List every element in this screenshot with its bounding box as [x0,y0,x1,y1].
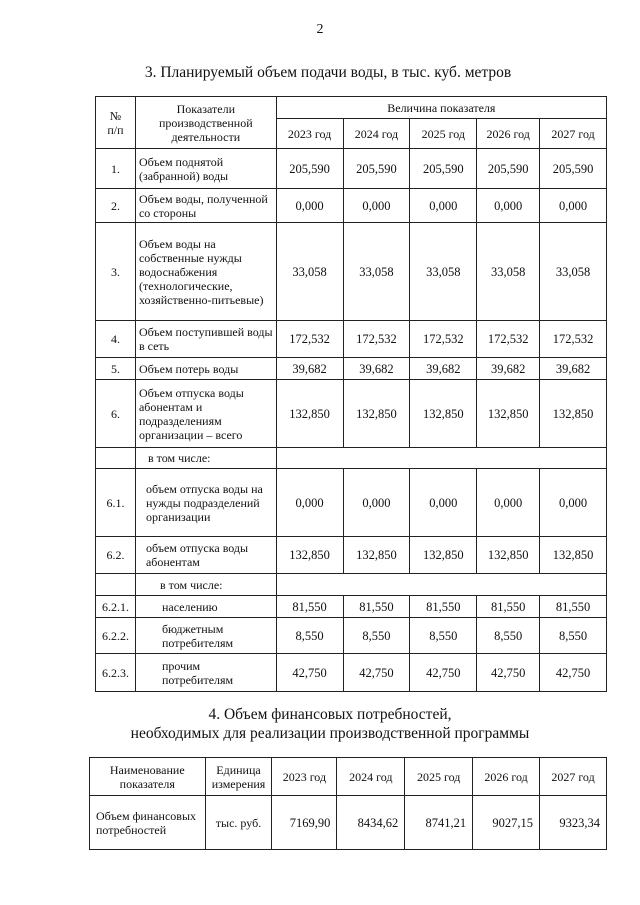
row-value: 205,590 [410,149,477,189]
water-supply-table [95,96,607,692]
row-value: 39,682 [477,358,540,380]
table-row [96,654,607,692]
row-num: 4. [96,321,136,358]
row-value: 0,000 [477,189,540,223]
row-value: 8,550 [477,618,540,654]
row-label: Объем воды, полученной со стороны [135,189,276,223]
section-4-title-line1: 4. Объем финансовых потребностей, [208,706,452,723]
row-num: 5. [96,358,136,380]
row-value: 42,750 [276,654,343,692]
row-value: 0,000 [540,469,607,537]
row-num: 6.2.1. [96,596,136,618]
row-value: 0,000 [540,189,607,223]
row-value: 132,850 [343,537,410,574]
row-value: 172,532 [477,321,540,358]
table-row [96,149,607,189]
header-year: 2025 год [410,119,477,149]
row-label: прочим потребителям [135,654,276,692]
row-value: 33,058 [540,223,607,321]
row-value: 132,850 [343,380,410,448]
table-header-row [96,97,607,119]
table-row [96,321,607,358]
row-value: 9323,34 [540,796,607,850]
row-value: 33,058 [343,223,410,321]
row-value: 132,850 [276,537,343,574]
section-4-title-line2: необходимых для реализации производственной программы [130,725,530,742]
row-value: 0,000 [410,469,477,537]
row-value: 42,750 [477,654,540,692]
row-value: 33,058 [410,223,477,321]
row-value: 8434,62 [337,796,405,850]
row-label: Объем потерь воды [135,358,276,380]
header-year: 2023 год [276,119,343,149]
row-value: 39,682 [276,358,343,380]
header-indicator: Показатели производственной деятельности [135,97,276,149]
row-num: 1. [96,149,136,189]
row-value: 172,532 [540,321,607,358]
row-value: 8,550 [540,618,607,654]
table-row [96,380,607,448]
row-value: 132,850 [540,380,607,448]
row-value: 42,750 [410,654,477,692]
section-3-title: 3. Планируемый объем подачи воды, в тыс. куб. метров [144,64,512,81]
row-label: в том числе: [135,574,276,596]
row-label: Объем поступившей воды в сеть [135,321,276,358]
row-value: 39,682 [540,358,607,380]
row-value: 132,850 [477,537,540,574]
row-value: 7169,90 [272,796,337,850]
financial-needs-table [89,757,607,850]
empty-cell [276,448,606,469]
empty-cell [276,574,606,596]
row-label: объем отпуска воды абонентам [135,537,276,574]
row-value: 132,850 [410,537,477,574]
row-num: 6.1. [96,469,136,537]
row-label: Объем финансовых потребностей [90,796,206,850]
row-value: 205,590 [477,149,540,189]
header-value-group: Величина показателя [276,97,606,119]
table-row [96,596,607,618]
header-name: Наименование показателя [90,758,206,796]
row-value: 205,590 [343,149,410,189]
row-value: 8,550 [343,618,410,654]
row-value: 39,682 [343,358,410,380]
row-num: 3. [96,223,136,321]
row-label: объем отпуска воды на нужды подразделений организации [135,469,276,537]
header-year: 2023 год [272,758,337,796]
row-value: 8,550 [276,618,343,654]
table-row [96,358,607,380]
table-row [96,618,607,654]
row-value: 81,550 [477,596,540,618]
row-value: 205,590 [540,149,607,189]
row-value: 172,532 [343,321,410,358]
table-row [96,469,607,537]
row-num [96,448,136,469]
section-4-title [10,705,640,743]
row-value: 172,532 [410,321,477,358]
row-value: 33,058 [276,223,343,321]
header-unit: Единица измерения [205,758,272,796]
header-num: № п/п [96,97,136,149]
row-value: 0,000 [477,469,540,537]
row-value: 172,532 [276,321,343,358]
row-num: 6. [96,380,136,448]
row-value: 8,550 [410,618,477,654]
table-subheader-row [96,574,607,596]
table-row [96,223,607,321]
row-value: 132,850 [276,380,343,448]
row-num: 6.2.2. [96,618,136,654]
row-unit: тыс. руб. [205,796,272,850]
row-value: 0,000 [343,189,410,223]
row-label: Объем поднятой (забранной) воды [135,149,276,189]
header-year: 2024 год [343,119,410,149]
row-value: 132,850 [410,380,477,448]
row-value: 42,750 [343,654,410,692]
header-year: 2025 год [405,758,473,796]
header-year: 2026 год [473,758,540,796]
table-row [96,189,607,223]
row-label: в том числе: [135,448,276,469]
row-value: 0,000 [276,189,343,223]
row-label: населению [135,596,276,618]
row-value: 205,590 [276,149,343,189]
row-value: 0,000 [410,189,477,223]
row-value: 81,550 [343,596,410,618]
row-value: 0,000 [276,469,343,537]
row-label: Объем воды на собственные нужды водоснабжения (технологические, хозяйственно-питьевые) [135,223,276,321]
row-value: 9027,15 [473,796,540,850]
row-value: 42,750 [540,654,607,692]
header-year: 2027 год [540,119,607,149]
row-label: бюджетным потребителям [135,618,276,654]
table-row [90,796,607,850]
header-year: 2026 год [477,119,540,149]
row-value: 33,058 [477,223,540,321]
table-row [96,537,607,574]
row-value: 39,682 [410,358,477,380]
row-num: 2. [96,189,136,223]
row-value: 81,550 [410,596,477,618]
table-header-row [90,758,607,796]
row-num: 6.2. [96,537,136,574]
row-value: 81,550 [276,596,343,618]
row-value: 132,850 [477,380,540,448]
row-num: 6.2.3. [96,654,136,692]
row-value: 81,550 [540,596,607,618]
row-num [96,574,136,596]
header-year: 2027 год [540,758,607,796]
page-number: 2 [316,22,324,37]
header-year: 2024 год [337,758,405,796]
row-value: 8741,21 [405,796,473,850]
row-value: 132,850 [540,537,607,574]
row-label: Объем отпуска воды абонентам и подразделениям организации – всего [135,380,276,448]
table-subheader-row [96,448,607,469]
row-value: 0,000 [343,469,410,537]
